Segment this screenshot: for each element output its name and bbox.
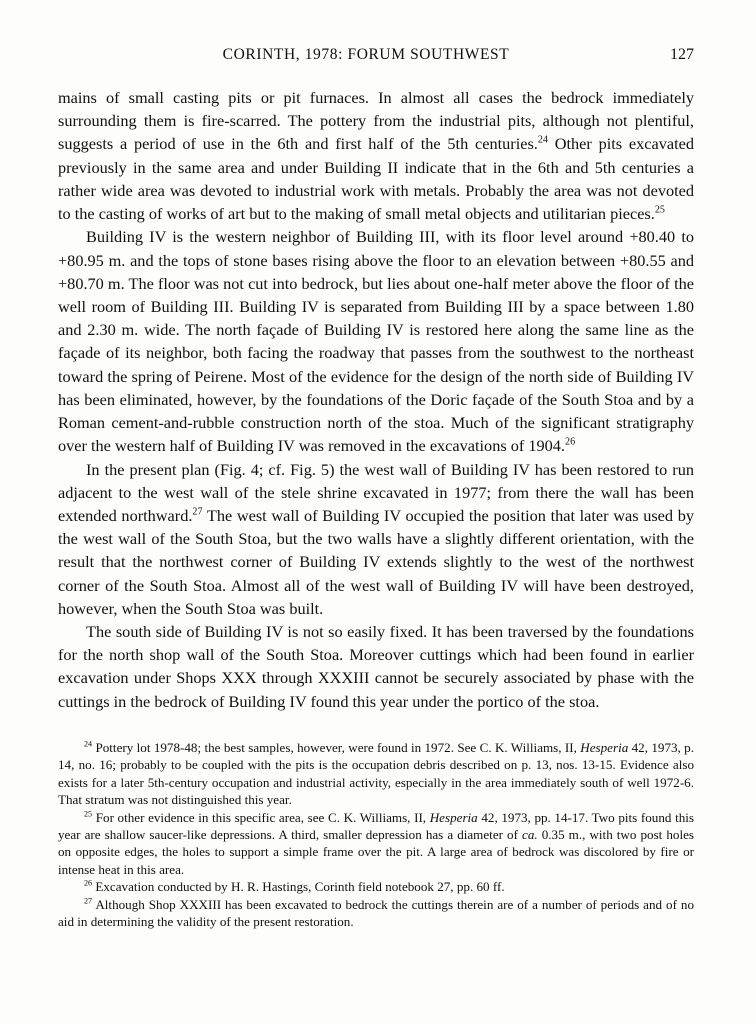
body-text (58, 86, 694, 713)
text-run: mains of small casting pits or pit furnaces. In almost all cases the bedrock immediately surrounding them is fire-scarred. The pottery from the industrial pits, although not plentiful, suggests a period of use in the 6th and first half of the 5th centuries. (58, 88, 694, 154)
body-paragraph (58, 86, 694, 225)
text-run: The west wall of Building IV occupied the position that later was used by the west wall of the South Stoa, but the two walls have a slightly different orientation, with the result that the northwest corner of Building IV extends slightly to the west of the northwest corner of the South Stoa. Almost all of the west wall of Building IV will have been destroyed, however, when the South Stoa was built. (58, 505, 694, 618)
footnote-text-run: Pottery lot 1978-48; the best samples, however, were found in 1972. See C. K. Williams, II, (92, 739, 581, 755)
text-run: In the present plan (Fig. 4; cf. Fig. 5) the west wall of Building IV has been restored to run adjacent to the west wall of the stele shrine excavated in 1977; from there the wall has been extended northward. (58, 459, 694, 525)
footnote-text-run: 42, 1973, p. 14, no. 16; probably to be coupled with the pits is the occupation debris described on p. 13, nos. 13-15. Evidence also exists for a later 5th-century occupation and industrial activity, especially in the area immediately south of well 1972-6. That stratum was not distinguished this year. (58, 739, 695, 808)
footnote (58, 809, 694, 879)
body-paragraph (58, 225, 694, 457)
footnote-ref[interactable]: 24 (537, 135, 548, 147)
text-run: The south side of Building IV is not so easily fixed. It has been traversed by the foundations for the north shop wall of the South Stoa. Moreover cuttings which had been found in earlier excavation under Shops XXX through XXXIII cannot be securely associated by phase with the cuttings in the bedrock of Building IV found this year under the portico of the stoa. (58, 622, 694, 711)
footnote-marker: 25 (84, 809, 93, 819)
text-run: Building IV is the western neighbor of Building III, with its floor level around +80.40 to +80.95 m. and the tops of stone bases rising above the floor to an elevation between +80.55 and +80.70 m. The floor was not cut into bedrock, but lies about one-half meter above the floor of the well room of Building III. Building IV is separated from Building III by a space between 1.80 and 2.30 m. wide. The north façade of Building IV is restored here along the same line as the façade of its neighbor, both facing the roadway that passes from the southwest to the northeast toward the spring of Peirene. Most of the evidence for the design of the north side of Building IV has been eliminated, however, by the foundations of the Doric façade of the South Stoa and by a Roman cement-and-rubble construction north of the stoa. Much of the significant stratigraphy over the western half of Building IV was removed in the excavations of 1904. (58, 227, 694, 456)
page-number: 127 (670, 46, 694, 63)
text-run: Other pits excavated previously in the same area and under Building II indicate that in the 6th and 5th centuries a rather wide area was devoted to industrial work with metals. Probably the area was not devoted to the casting of works of art but to the making of small metal objects and utilitarian pieces. (58, 134, 694, 224)
footnote-text-run: Hesperia (429, 809, 478, 825)
footnote-ref[interactable]: 25 (654, 204, 665, 216)
footnote-text-run: 42, 1973, pp. 14-17. Two pits found this year are shallow saucer-like depressions. A third, smaller depression has a diameter of (58, 809, 694, 842)
footnote (58, 896, 694, 931)
footnote-marker: 24 (84, 739, 93, 749)
footnote (58, 878, 694, 895)
body-paragraph (58, 620, 694, 713)
footnote (58, 739, 694, 809)
body-paragraph (58, 458, 694, 621)
footnote-text-run: Excavation conducted by H. R. Hastings, Corinth field notebook 27, pp. 60 ff. (92, 879, 505, 895)
footnote-text-run: Although Shop XXXIII has been excavated to bedrock the cuttings therein are of a number of periods and of no aid in determining the validity of the present restoration. (58, 896, 694, 929)
footnote-text-run: ca. (522, 826, 538, 842)
footnote-text-run: Hesperia (580, 739, 629, 755)
footnote-marker: 27 (84, 896, 93, 906)
footnote-ref[interactable]: 27 (192, 506, 203, 518)
running-title: CORINTH, 1978: FORUM SOUTHWEST (222, 46, 510, 63)
footnote-text-run: 0.35 m., with two post holes on opposite edges, the holes to support a simple frame over the pit. A large area of bedrock was discolored by fire or intense heat in this area. (58, 826, 695, 877)
footnote-ref[interactable]: 26 (565, 436, 576, 448)
footnote-text-run: For other evidence in this specific area, see C. K. Williams, II, (92, 809, 430, 825)
running-head (58, 46, 694, 80)
footnote-marker: 26 (84, 878, 93, 888)
footnotes (58, 739, 694, 930)
